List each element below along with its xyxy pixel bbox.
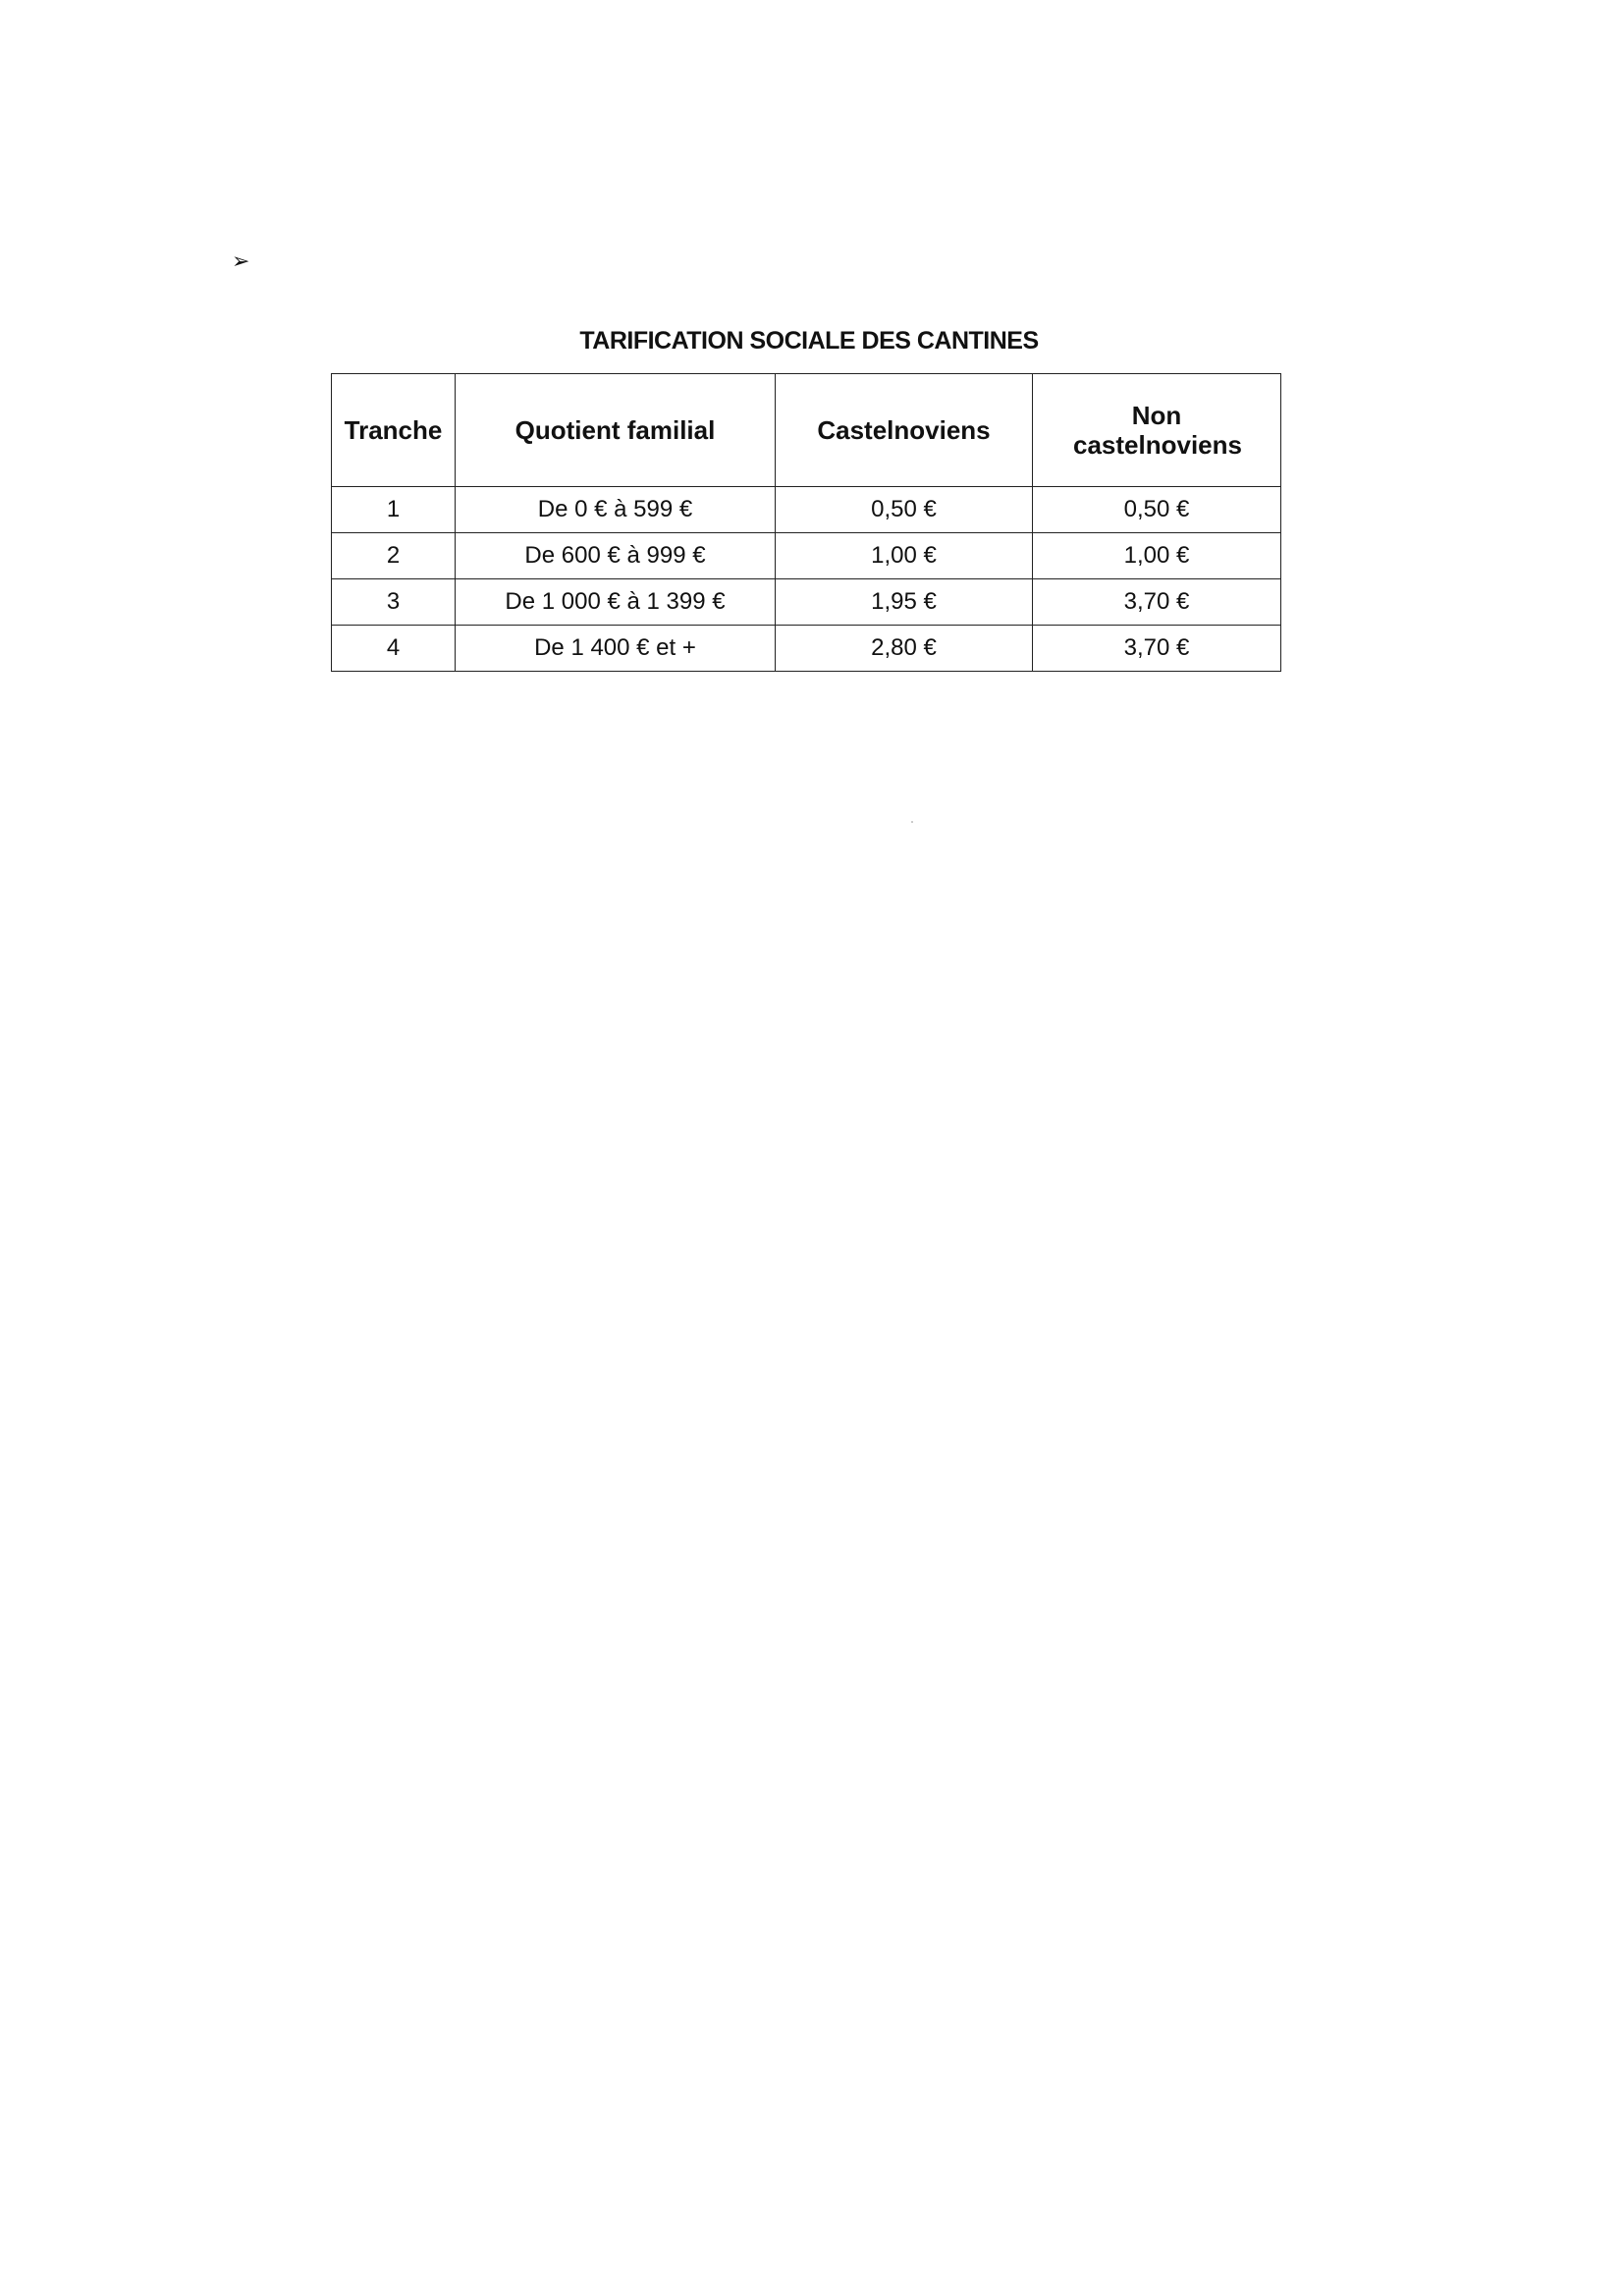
page-title: TARIFICATION SOCIALE DES CANTINES <box>579 327 1039 355</box>
cell-non-castelnoviens: 3,70 € <box>1033 626 1281 672</box>
scan-speck <box>911 821 913 823</box>
arrow-bullet-icon: ➢ <box>232 249 250 274</box>
cell-non-castelnoviens: 3,70 € <box>1033 579 1281 626</box>
cell-castelnoviens: 1,00 € <box>776 533 1033 579</box>
table-row <box>332 533 1281 579</box>
cell-castelnoviens: 0,50 € <box>776 487 1033 533</box>
cell-castelnoviens: 1,95 € <box>776 579 1033 626</box>
table-row <box>332 487 1281 533</box>
header-quotient-familial: Quotient familial <box>456 374 776 487</box>
header-non-castelnoviens <box>1033 374 1281 487</box>
cell-quotient: De 1 000 € à 1 399 € <box>456 579 776 626</box>
cell-non-castelnoviens: 0,50 € <box>1033 487 1281 533</box>
table-header-row <box>332 374 1281 487</box>
header-castelnoviens: Castelnoviens <box>776 374 1033 487</box>
cell-quotient: De 0 € à 599 € <box>456 487 776 533</box>
tarification-table <box>331 373 1281 672</box>
cell-tranche: 2 <box>332 533 456 579</box>
table-row <box>332 579 1281 626</box>
header-tranche: Tranche <box>332 374 456 487</box>
cell-tranche: 1 <box>332 487 456 533</box>
cell-quotient: De 1 400 € et + <box>456 626 776 672</box>
cell-tranche: 3 <box>332 579 456 626</box>
cell-tranche: 4 <box>332 626 456 672</box>
header-non-castelnoviens-text: Non castelnoviens <box>1073 401 1242 460</box>
cell-quotient: De 600 € à 999 € <box>456 533 776 579</box>
cell-non-castelnoviens: 1,00 € <box>1033 533 1281 579</box>
table-row <box>332 626 1281 672</box>
cell-castelnoviens: 2,80 € <box>776 626 1033 672</box>
